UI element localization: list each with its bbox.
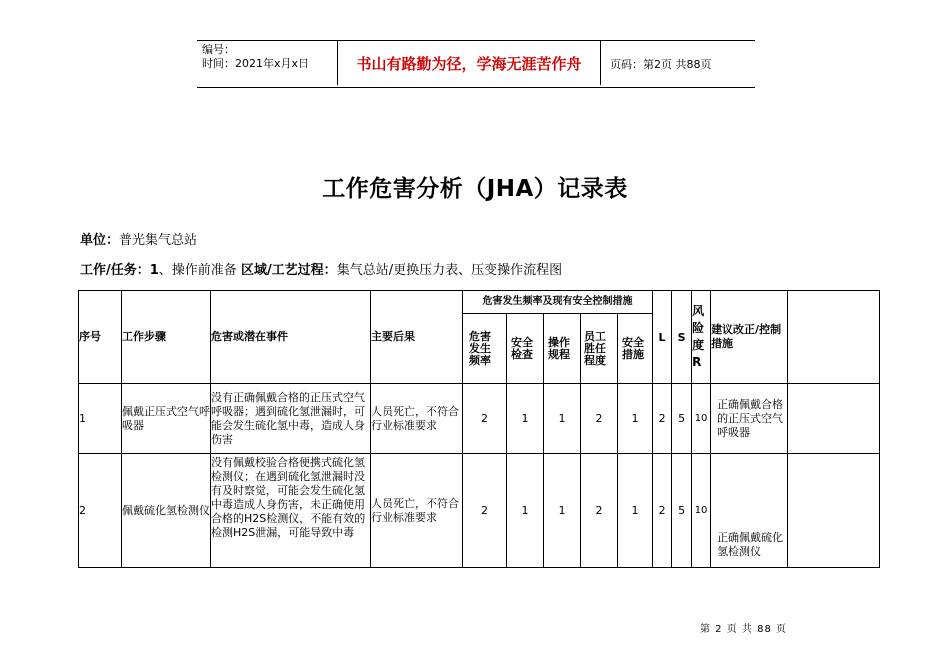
header-measures: 安全措施 [618,314,653,384]
row-suggestion: 正确佩戴硫化氢检测仪 [711,454,788,568]
unit-value: 普光集气总站 [119,233,198,248]
row-L: 2 [653,384,672,454]
row-S: 5 [672,384,692,454]
row-procedure: 1 [544,454,581,568]
row-R: 10 [692,454,711,568]
row-safety-check: 1 [507,454,544,568]
header-group: 危害发生频率及现有安全控制措施 [463,291,653,314]
header-consequence: 主要后果 [371,291,463,384]
row-procedure: 1 [544,384,581,454]
row-safety-check: 1 [507,384,544,454]
row-measures: 1 [618,384,653,454]
table-row [79,454,880,568]
row-consequence: 人员死亡，不符合行业标准要求 [371,454,463,568]
header-procedure: 操作规程 [544,314,581,384]
row-suggestion: 正确佩戴合格的正压式空气呼吸器 [711,384,788,454]
row-competence: 2 [581,384,618,454]
task-label: 工作/任务： [80,263,150,278]
row-consequence: 人员死亡，不符合行业标准要求 [371,384,463,454]
row-R: 10 [692,384,711,454]
jha-table [78,290,880,568]
header-seq: 序号 [79,291,122,384]
header-suggestion: 建议改正/控制措施 [711,291,788,384]
task-value: 、操作前准备 [158,263,241,278]
page-footer: 第 2 页 共 88 页 [700,624,787,635]
row-freq: 2 [463,454,507,568]
header-competence: 员工胜任程度 [581,314,618,384]
header-safety-check: 安全检查 [507,314,544,384]
row-competence: 2 [581,454,618,568]
header-row-1 [79,291,880,314]
row-hazard: 没有佩戴校验合格便携式硫化氢检测仪；在遇到硫化氢泄漏时没有及时察觉，可能会发生硫化氢中毒造成人身伤害，未正确使用合格的H2S检测仪，不能有效的检测H2S泄漏，可能导致中毒 [211,454,371,568]
header-step: 工作步骤 [122,291,211,384]
row-seq: 2 [79,454,122,568]
header-risk [692,291,711,384]
row-step: 佩戴硫化氢检测仪 [122,454,211,568]
row-step: 佩戴正压式空气呼吸器 [122,384,211,454]
row-freq: 2 [463,384,507,454]
area-label: 区域/工艺过程： [240,263,337,278]
table-row [79,384,880,454]
header-L: L [653,291,672,384]
row-L: 2 [653,454,672,568]
area-value: 集气总站/更换压力表、压变操作流程图 [336,263,563,278]
task-line [80,259,562,278]
page-header [197,40,755,88]
header-slogan: 书山有路勤为径，学海无涯苦作舟 [337,41,601,85]
header-freq: 危害发生频率 [463,314,507,384]
header-risk-label: 风险度 [692,304,705,352]
header-extra [788,291,880,384]
code-label: 编号： [202,43,235,56]
row-extra [788,454,880,568]
page-title: 工作危害分析（JHA）记录表 [322,176,628,202]
header-hazard: 危害或潜在事件 [211,291,371,384]
header-left [202,43,309,71]
row-hazard: 没有正确佩戴合格的正压式空气呼吸器；遇到硫化氢泄漏时，可能会发生硫化氢中毒，造成人身伤害 [211,384,371,454]
header-risk-R: R [692,355,702,369]
row-seq: 1 [79,384,122,454]
header-S: S [672,291,692,384]
row-extra [788,384,880,454]
header-page-info: 页码：第2页 共88页 [610,58,712,71]
row-S: 5 [672,454,692,568]
unit-line [80,229,197,248]
time-label: 时间：2021年x月x日 [202,57,310,70]
unit-label: 单位： [80,233,120,248]
row-measures: 1 [618,454,653,568]
task-number: 1 [149,263,159,278]
